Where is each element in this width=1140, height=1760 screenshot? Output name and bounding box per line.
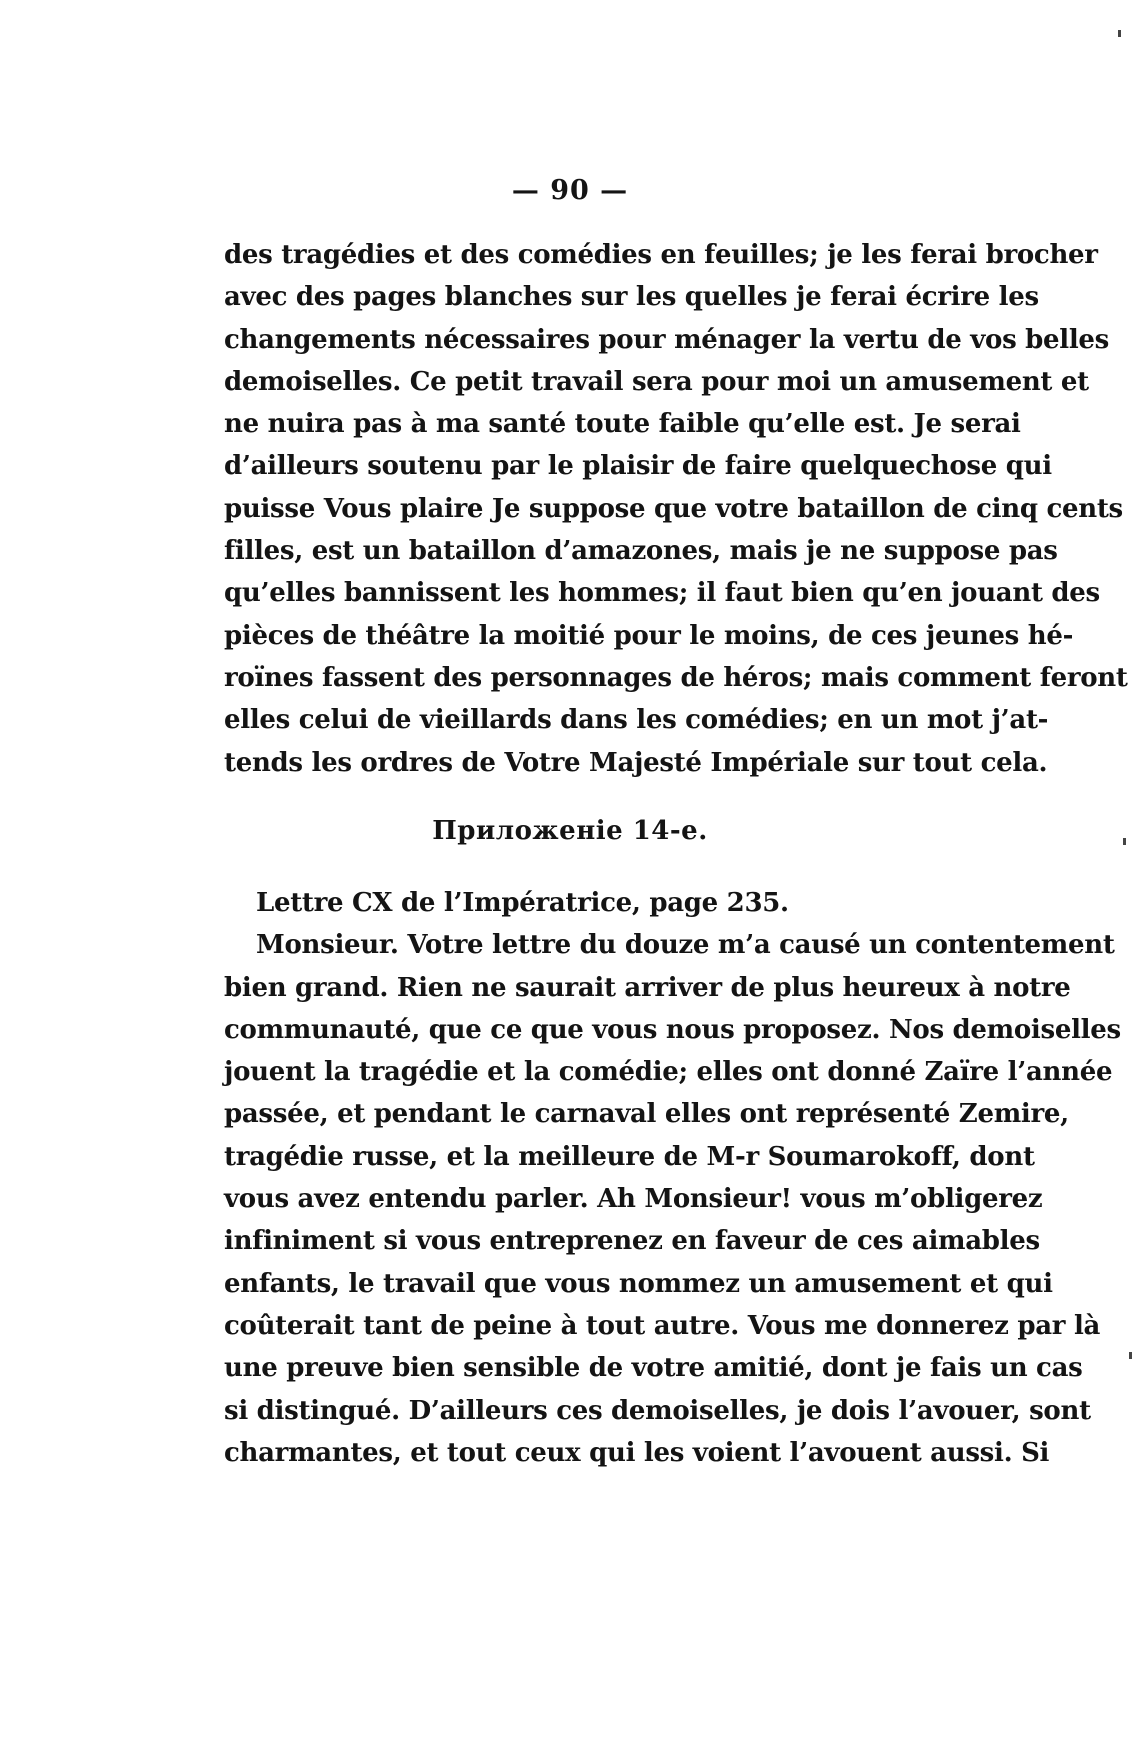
- text-line: passée, et pendant le carnaval elles ont représenté Zemire,: [224, 1099, 1069, 1130]
- text-line: communauté, que ce que vous nous proposez. Nos demoiselles: [224, 1014, 1121, 1045]
- body-text-paragraph-2: [224, 882, 1121, 1474]
- text-line: si distingué. D’ailleurs ces demoiselles, je dois l’avouer, sont: [224, 1395, 1091, 1426]
- scan-speck: [1123, 838, 1126, 845]
- scan-speck: [1129, 1352, 1132, 1359]
- text-line: pièces de théâtre la moitié pour le moins, de ces jeunes hé-: [224, 620, 1074, 651]
- text-line: infiniment si vous entreprenez en faveur de ces aimables: [224, 1226, 1040, 1257]
- text-line: charmantes, et tout ceux qui les voient l’avouent aussi. Si: [224, 1437, 1050, 1468]
- text-line: une preuve bien sensible de votre amitié, dont je fais un cas: [224, 1353, 1083, 1384]
- text-line: d’ailleurs soutenu par le plaisir de faire quelquechose qui: [224, 451, 1052, 482]
- appendix-heading: Приложеніе 14-е.: [432, 816, 708, 846]
- text-line: elles celui de vieillards dans les comédies; en un mot j’at-: [224, 705, 1049, 736]
- text-line: bien grand. Rien ne saurait arriver de plus heureux à notre: [224, 972, 1071, 1003]
- text-line: coûterait tant de peine à tout autre. Vous me donnerez par là: [224, 1310, 1101, 1341]
- page-number: — 90 —: [511, 175, 629, 206]
- text-line: tends les ordres de Votre Majesté Impériale sur tout cela.: [224, 747, 1048, 778]
- text-line: changements nécessaires pour ménager la vertu de vos belles: [224, 324, 1110, 355]
- text-line: filles, est un bataillon d’amazones, mais je ne suppose pas: [224, 536, 1058, 567]
- text-line: demoiselles. Ce petit travail sera pour moi un amusement et: [224, 366, 1089, 397]
- text-line: puisse Vous plaire Je suppose que votre bataillon de cinq cents: [224, 493, 1123, 524]
- text-line: qu’elles bannissent les hommes; il faut bien qu’en jouant des: [224, 578, 1100, 609]
- body-text-paragraph-1: [224, 234, 1128, 784]
- scan-speck: [1118, 30, 1121, 37]
- text-line: roïnes fassent des personnages de héros; mais comment feront: [224, 662, 1128, 693]
- letter-reference: Lettre CX de l’Impératrice, page 235.: [256, 888, 789, 918]
- text-line: ne nuira pas à ma santé toute faible qu’elle est. Je serai: [224, 409, 1021, 440]
- text-line: des tragédies et des comédies en feuilles; je les ferai brocher: [224, 240, 1098, 270]
- text-line: tragédie russe, et la meilleure de M-r Soumarokoff, dont: [224, 1141, 1035, 1172]
- text-line: Monsieur. Votre lettre du douze m’a causé un contentement: [256, 930, 1115, 961]
- text-line: enfants, le travail que vous nommez un amusement et qui: [224, 1268, 1053, 1299]
- text-line: jouent la tragédie et la comédie; elles ont donné Zaïre l’année: [224, 1057, 1113, 1088]
- text-line: vous avez entendu parler. Ah Monsieur! vous m’obligerez: [224, 1184, 1043, 1215]
- text-line: avec des pages blanches sur les quelles je ferai écrire les: [224, 282, 1039, 313]
